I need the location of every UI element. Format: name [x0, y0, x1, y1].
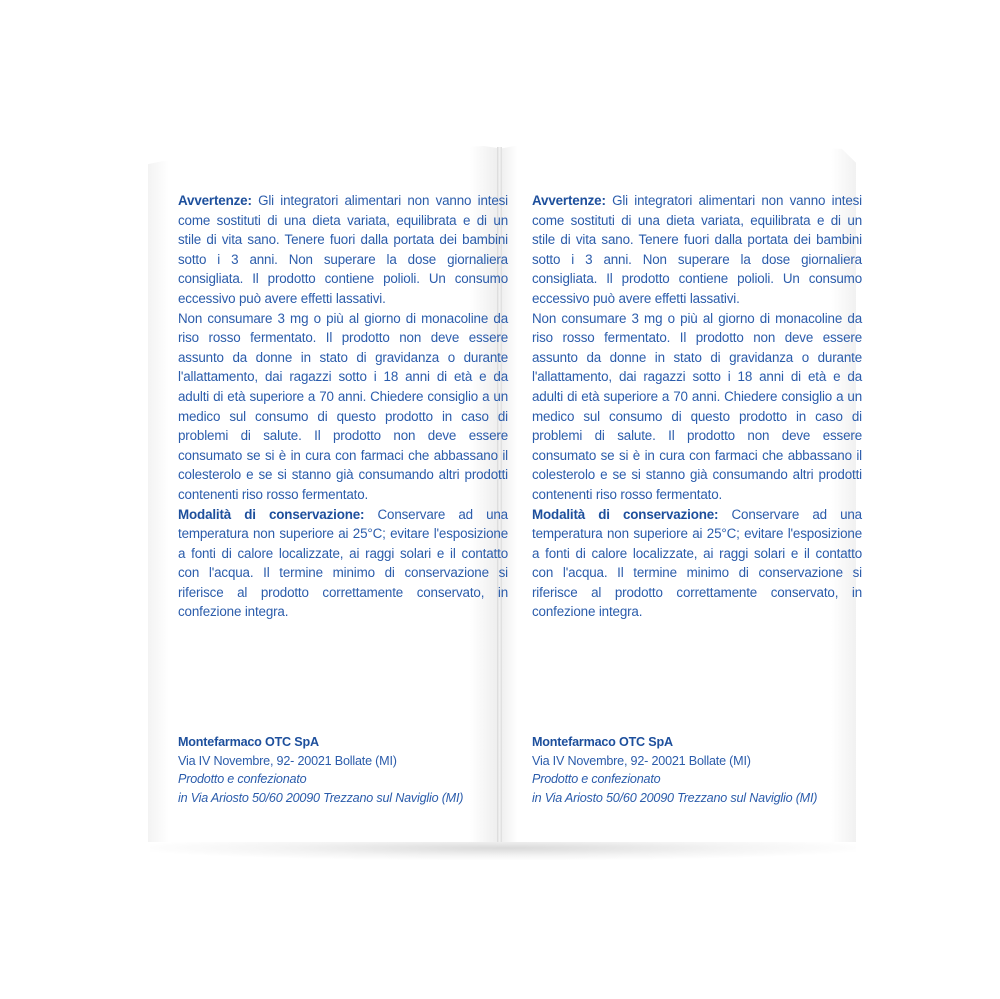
company-address: Via IV Novembre, 92- 20021 Bollate (MI) — [532, 753, 751, 768]
produced-label: Prodotto e confezionato — [532, 772, 661, 787]
storage-paragraph — [178, 505, 508, 623]
storage-text: Conservare ad una temperatura non superiore ai 25°C; evitare l'esposizione a fonti di calore localizzate, ai raggi solari e il contatto con l'acqua. Il termine minimo di conservazione si riferisce al prodotto correttamente conservato, in confezione integra. — [178, 506, 508, 620]
company-name: Montefarmaco OTC SpA — [178, 735, 319, 749]
warnings-paragraph — [178, 191, 508, 309]
storage-heading: Modalità di conservazione: — [532, 506, 719, 522]
warnings-text: Gli integratori alimentari non vanno intesi come sostituti di una dieta variata, equilibrata e di un stile di vita sano. Tenere fuori dalla portata dei bambini sotto i 3 anni. Non superare la dose giornaliera consigliata. Il prodotto contiene polioli. Un consumo eccessivo può avere effetti lassativi. — [532, 193, 862, 306]
produced-label: Prodotto e confezionato — [178, 772, 307, 787]
produced-address: in Via Ariosto 50/60 20090 Trezzano sul Naviglio (MI) — [532, 790, 818, 805]
warnings-paragraph-2: Non consumare 3 mg o più al giorno di monacoline da riso rosso fermentato. Il prodotto non deve essere assunto da donne in stato di gravidanza o durante l'allattamento, dai ragazzi sotto i 18 anni di età e da adulti di età superiore a 70 anni. Chiedere consiglio a un medico sul consumo di questo prodotto in caso di problemi di salute. Il prodotto non deve essere consumato se si è in cura con farmaci che abbassano il colesterolo e se si stanno già consumando altri prodotti contenenti riso rosso fermentato. — [532, 310, 862, 502]
warnings-paragraph — [532, 191, 862, 309]
label-text-left — [178, 191, 508, 622]
label-text-right — [532, 191, 862, 622]
warnings-paragraph-2: Non consumare 3 mg o più al giorno di monacoline da riso rosso fermentato. Il prodotto non deve essere assunto da donne in stato di gravidanza o durante l'allattamento, dai ragazzi sotto i 18 anni di età e da adulti di età superiore a 70 anni. Chiedere consiglio a un medico sul consumo di questo prodotto in caso di problemi di salute. Il prodotto non deve essere consumato se si è in cura con farmaci che abbassano il colesterolo e se si stanno già consumando altri prodotti contenenti riso rosso fermentato. — [178, 310, 508, 502]
storage-paragraph — [532, 505, 862, 623]
warnings-text: Gli integratori alimentari non vanno intesi come sostituti di una dieta variata, equilibrata e di un stile di vita sano. Tenere fuori dalla portata dei bambini sotto i 3 anni. Non superare la dose giornaliera consigliata. Il prodotto contiene polioli. Un consumo eccessivo può avere effetti lassativi. — [178, 193, 508, 306]
storage-text: Conservare ad una temperatura non superiore ai 25°C; evitare l'esposizione a fonti di calore localizzate, ai raggi solari e il contatto con l'acqua. Il termine minimo di conservazione si riferisce al prodotto correttamente conservato, in confezione integra. — [532, 506, 862, 620]
company-address: Via IV Novembre, 92- 20021 Bollate (MI) — [178, 753, 397, 768]
warnings-heading: Avvertenze: — [178, 193, 252, 208]
company-name: Montefarmaco OTC SpA — [532, 735, 673, 749]
produced-address: in Via Ariosto 50/60 20090 Trezzano sul Naviglio (MI) — [178, 790, 464, 805]
warnings-heading: Avvertenze: — [532, 193, 606, 208]
storage-heading: Modalità di conservazione: — [178, 506, 365, 522]
company-info-left — [178, 733, 508, 807]
company-info-right — [532, 733, 862, 807]
